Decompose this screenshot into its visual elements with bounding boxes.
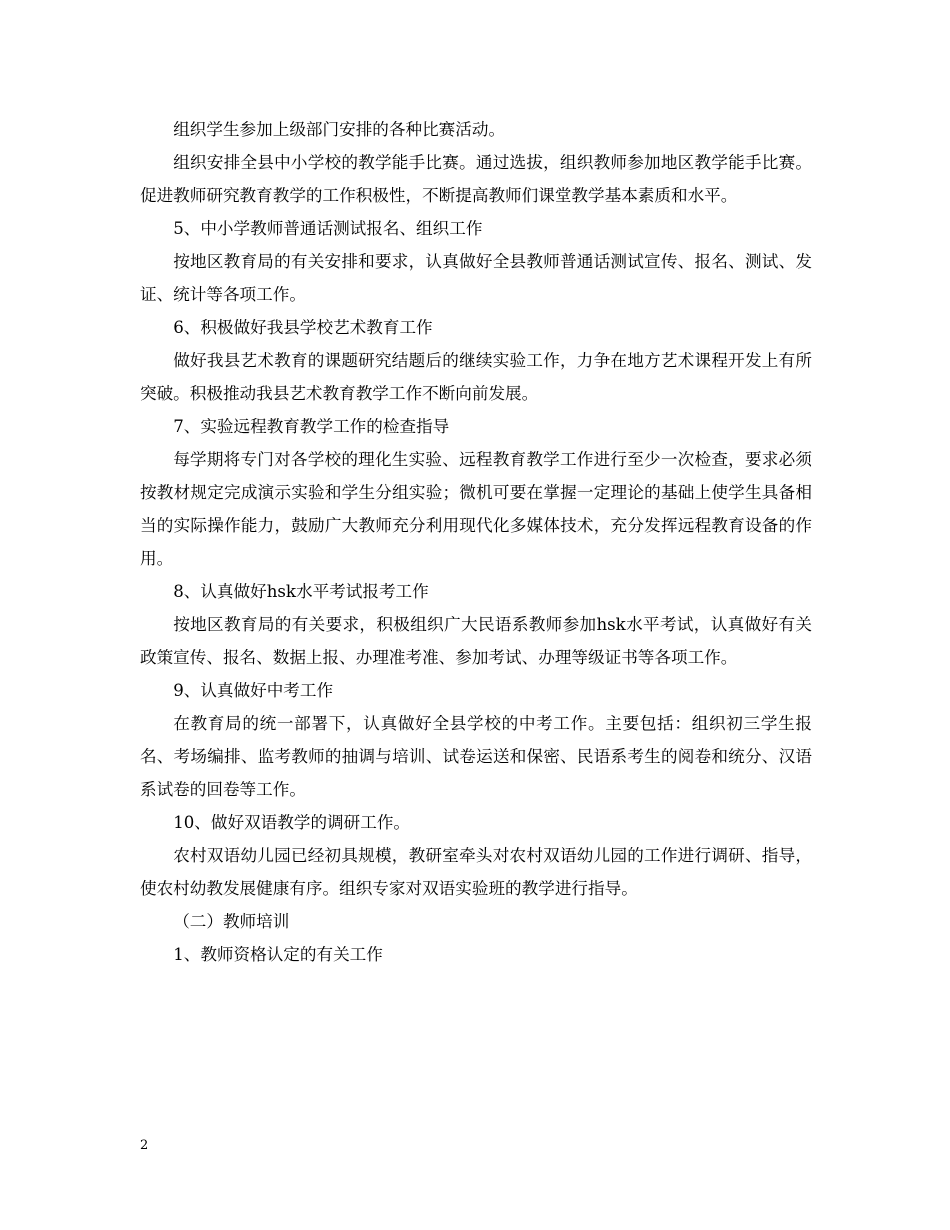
paragraph: 组织学生参加上级部门安排的各种比赛活动。 <box>173 120 506 139</box>
paragraph: 按地区教育局的有关要求，积极组织广大民语系教师参加hsk水平考试，认真做好有关政策宣传、报名、数据上报、办理准考准、参加考试、办理等级证书等各项工作。 <box>140 615 812 667</box>
section-heading: 7、实验远程教育教学工作的检查指导 <box>173 417 450 436</box>
section-heading: 9、认真做好中考工作 <box>173 681 334 700</box>
paragraph: 在教育局的统一部署下，认真做好全县学校的中考工作。主要包括：组织初三学生报名、考场编排、监考教师的抽调与培训、试卷运送和保密、民语系考生的阅卷和统分、汉语系试卷的回卷等工作。 <box>140 714 812 799</box>
paragraph: 按地区教育局的有关安排和要求，认真做好全县教师普通话测试宣传、报名、测试、发证、统计等各项工作。 <box>140 252 812 304</box>
section-heading: 8、认真做好hsk水平考试报考工作 <box>173 582 429 601</box>
page-number: 2 <box>140 1138 149 1153</box>
section-heading: 1、教师资格认定的有关工作 <box>173 945 383 964</box>
document-body <box>140 113 812 971</box>
section-heading: 10、做好双语教学的调研工作。 <box>173 813 411 832</box>
paragraph: 每学期将专门对各学校的理化生实验、远程教育教学工作进行至少一次检查，要求必须按教材规定完成演示实验和学生分组实验；微机可要在掌握一定理论的基础上使学生具备相当的实际操作能力，鼓励广大教师充分利用现代化多媒体技术，充分发挥远程教育设备的作用。 <box>140 450 812 568</box>
paragraph: 组织安排全县中小学校的教学能手比赛。通过选拔，组织教师参加地区教学能手比赛。促进教师研究教育教学的工作积极性，不断提高教师们课堂教学基本素质和水平。 <box>140 153 812 205</box>
section-heading: 5、中小学教师普通话测试报名、组织工作 <box>173 219 483 238</box>
section-heading: 6、积极做好我县学校艺术教育工作 <box>173 318 433 337</box>
paragraph: 做好我县艺术教育的课题研究结题后的继续实验工作，力争在地方艺术课程开发上有所突破。积极推动我县艺术教育教学工作不断向前发展。 <box>140 351 812 403</box>
chapter-heading: （二）教师培训 <box>173 912 290 931</box>
paragraph: 农村双语幼儿园已经初具规模，教研室牵头对农村双语幼儿园的工作进行调研、指导，使农村幼教发展健康有序。组织专家对双语实验班的教学进行指导。 <box>140 846 812 898</box>
